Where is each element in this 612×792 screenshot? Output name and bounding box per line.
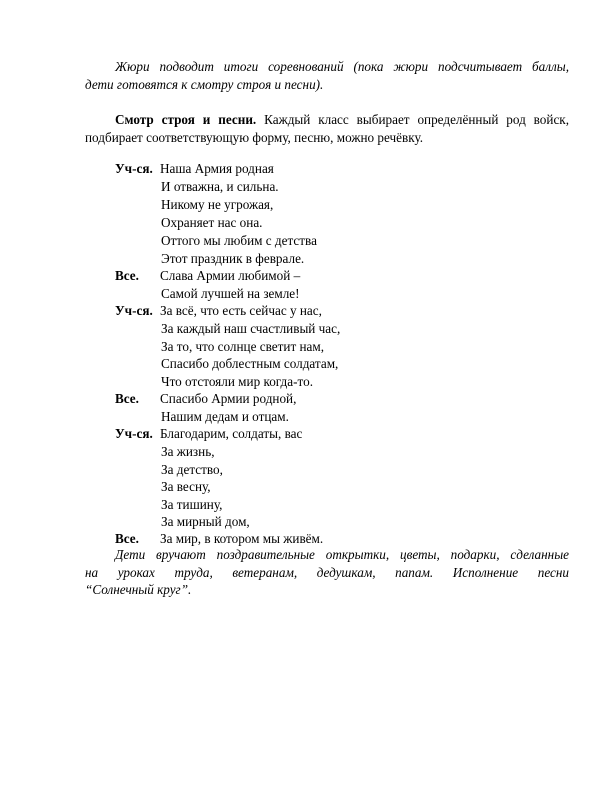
intro-line-2: дети готовятся к смотру строя и песни). [85,76,324,92]
verse-line: За каждый наш счастливый час, [161,321,341,336]
verse-line: Охраняет нас она. [161,215,263,230]
verse-line: Спасибо доблестным солдатам, [161,356,339,371]
speaker-label: Все. [115,531,139,546]
review-line-1 [85,111,569,129]
verse-line: Этот праздник в феврале. [161,251,305,266]
verse-line: Что отстояли мир когда-то. [161,374,313,389]
outro-line-1: Дети вручают поздравительные открытки, цветы, подарки, сделанные [115,547,569,562]
verse-line: И отважна, и сильна. [161,179,279,194]
speaker-label: Уч-ся. [115,303,153,318]
verse-line: За мирный дом, [161,514,250,529]
review-line-2: подбирает соответствующую форму, песню, можно речёвку. [85,129,424,145]
verse-line: Спасибо Армии родной, [160,391,297,406]
review-paragraph [85,111,569,146]
speaker-label: Уч-ся. [115,161,153,176]
review-heading: Смотр строя и песни. [115,112,257,127]
verse-line: За всё, что есть сейчас у нас, [160,303,322,318]
outro-line-2: на уроках труда, ветеранам, дедушкам, папам. Исполнение песни [85,564,569,580]
verse-line: Оттого мы любим с детства [161,233,317,248]
verse-line: Самой лучшей на земле! [161,286,300,301]
speaker-label: Все. [115,268,139,283]
verse-line: За весну, [161,479,211,494]
verse-line: За то, что солнце светит нам, [161,339,325,354]
verse-line: Слава Армии любимой – [160,268,301,283]
verse-line: За детство, [161,462,223,477]
verse-line: За жизнь, [161,444,215,459]
verse-line: Благодарим, солдаты, вас [160,426,303,441]
outro-paragraph [85,546,569,599]
intro-paragraph [85,58,569,93]
outro-line-3: “Солнечный круг”. [85,582,192,597]
verse-line: Наша Армия родная [160,161,274,176]
verse-line: За тишину, [161,497,223,512]
intro-line-1: Жюри подводит итоги соревнований (пока жюри подсчитывает баллы, [115,59,569,74]
speaker-label: Все. [115,391,139,406]
verse-line: Нашим дедам и отцам. [161,409,289,424]
review-line-1-rest: Каждый класс выбирает определённый род войск, [264,112,570,127]
verse-line: За мир, в котором мы живём. [160,531,324,546]
speaker-label: Уч-ся. [115,426,153,441]
verse-line: Никому не угрожая, [161,197,274,212]
